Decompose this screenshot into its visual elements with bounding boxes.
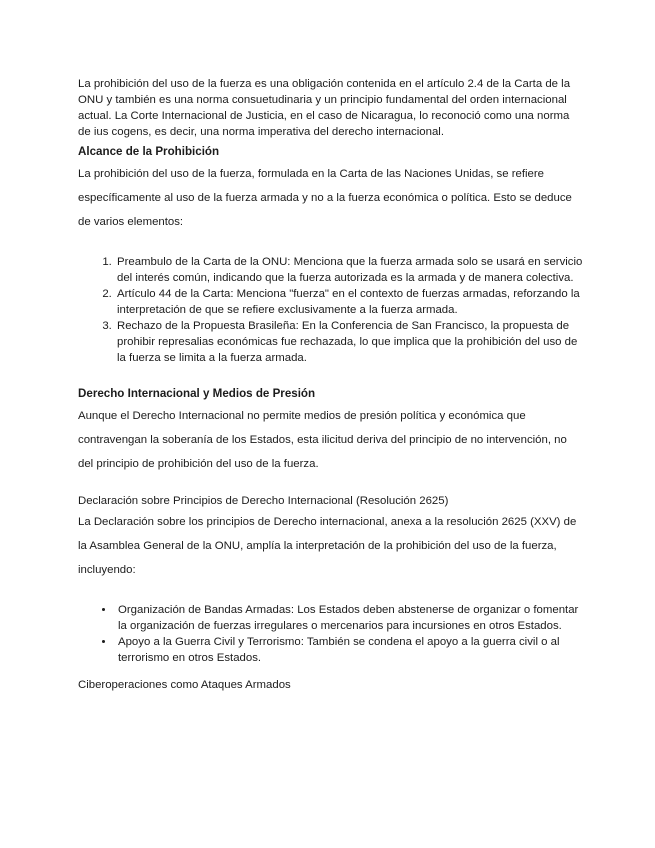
scope-heading: Alcance de la Prohibición: [78, 145, 220, 158]
scope-numbered-list: [78, 254, 583, 366]
list-item: 2. Artículo 44 de la Carta: Menciona "fuerza" en el contexto de fuerzas armadas, reforzando la interpretación de que se refiere exclusivamente a la fuerza armada.: [115, 286, 583, 318]
document-body: [78, 76, 583, 693]
cyber-heading: Ciberoperaciones como Ataques Armados: [78, 679, 291, 691]
scope-paragraph: La prohibición del uso de la fuerza, formulada en la Carta de las Naciones Unidas, se refiere específicamente al uso de la fuerza armada y no a la fuerza económica o política. Esto se deduce de varios elementos:: [78, 168, 572, 228]
declaration-heading: Declaración sobre Principios de Derecho Internacional (Resolución 2625): [78, 495, 449, 507]
list-item: • Apoyo a la Guerra Civil y Terrorismo: También se condena el apoyo a la guerra civil o al terrorismo en otros Estados.: [115, 634, 583, 666]
pressure-heading: Derecho Internacional y Medios de Presión: [78, 387, 316, 400]
list-item: • Organización de Bandas Armadas: Los Estados deben abstenerse de organizar o fomentar la organización de fuerzas irregulares o mercenarios para incursiones en otros Estados.: [115, 602, 583, 634]
pressure-paragraph: Aunque el Derecho Internacional no permite medios de presión política y económica que contravengan la soberanía de los Estados, esta ilicitud deriva del principio de no intervención, no del principio de prohibición del uso de la fuerza.: [78, 410, 567, 470]
list-item: 1. Preambulo de la Carta de la ONU: Menciona que la fuerza armada solo se usará en servicio del interés común, indicando que la fuerza autorizada es la armada y de manera colectiva.: [115, 254, 583, 286]
intro-paragraph: La prohibición del uso de la fuerza es una obligación contenida en el artículo 2.4 de la Carta de la ONU y también es una norma consuetudinaria y un principio fundamental del orden internacional actual. La Corte Internacional de Justicia, en el caso de Nicaragua, lo reconoció como una norma de ius cogens, es decir, una norma imperativa del derecho internacional.: [78, 78, 571, 138]
declaration-bullet-list: [78, 602, 583, 666]
declaration-paragraph: La Declaración sobre los principios de Derecho internacional, anexa a la resolución 2625 (XXV) de la Asamblea General de la ONU, amplía la interpretación de la prohibición del uso de la fuerza, incluyendo:: [78, 516, 577, 576]
list-item: 3. Rechazo de la Propuesta Brasileña: En la Conferencia de San Francisco, la propuesta de prohibir represalias económicas fue rechazada, lo que implica que la prohibición del uso de la fuerza se limita a la fuerza armada.: [115, 318, 583, 366]
